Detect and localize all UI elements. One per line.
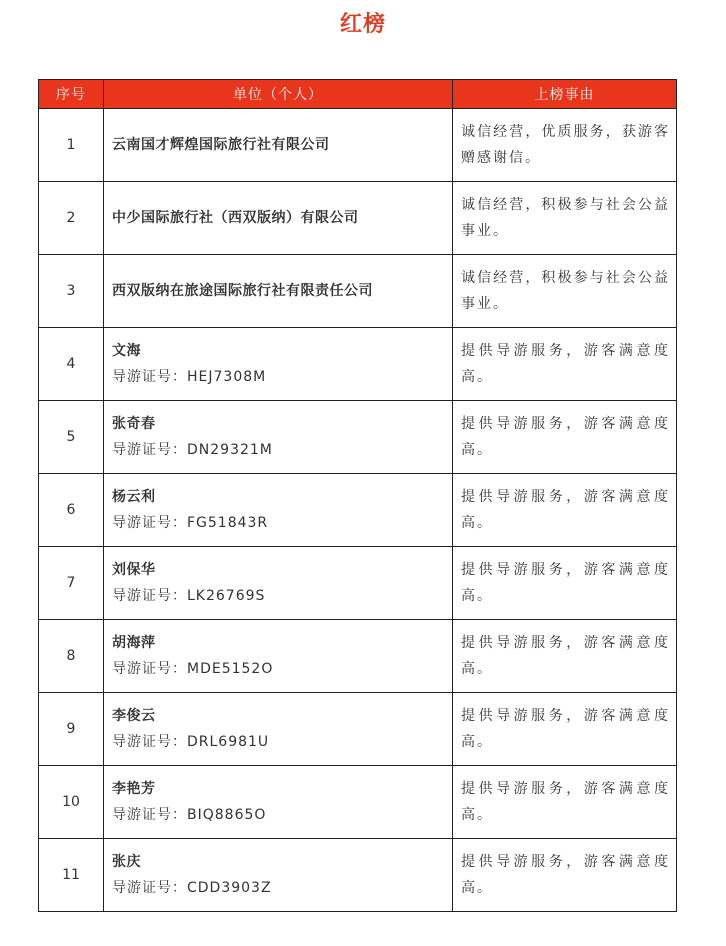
header-no: 序号 xyxy=(39,80,104,109)
row-number: 2 xyxy=(39,182,104,255)
table-row xyxy=(39,328,677,401)
guide-license-number: 导游证号：MDE5152O xyxy=(112,661,274,677)
unit-name: 中少国际旅行社（西双版纳）有限公司 xyxy=(112,210,359,226)
unit-name: 张奇春 xyxy=(112,416,156,432)
table-row xyxy=(39,474,677,547)
row-number: 11 xyxy=(39,839,104,912)
unit-cell xyxy=(104,766,453,839)
table-row xyxy=(39,839,677,912)
unit-name: 杨云利 xyxy=(112,489,156,505)
table-row xyxy=(39,620,677,693)
header-unit: 单位（个人） xyxy=(104,80,453,109)
unit-name: 西双版纳在旅途国际旅行社有限责任公司 xyxy=(112,283,373,299)
unit-name: 云南国才辉煌国际旅行社有限公司 xyxy=(112,137,330,153)
reason-cell: 提供导游服务，游客满意度高。 xyxy=(453,328,677,401)
unit-cell xyxy=(104,693,453,766)
row-number: 1 xyxy=(39,109,104,182)
row-number: 10 xyxy=(39,766,104,839)
table-row xyxy=(39,109,677,182)
guide-license-number: 导游证号：BIQ8865O xyxy=(112,807,267,823)
table-row xyxy=(39,693,677,766)
unit-cell xyxy=(104,474,453,547)
unit-name: 文海 xyxy=(112,343,141,359)
row-number: 7 xyxy=(39,547,104,620)
header-reason: 上榜事由 xyxy=(453,80,677,109)
table-row xyxy=(39,766,677,839)
reason-cell: 诚信经营，积极参与社会公益事业。 xyxy=(453,182,677,255)
guide-license-number: 导游证号：DN29321M xyxy=(112,442,273,458)
unit-cell xyxy=(104,620,453,693)
table-row xyxy=(39,182,677,255)
unit-cell xyxy=(104,547,453,620)
row-number: 6 xyxy=(39,474,104,547)
reason-cell: 诚信经营，优质服务，获游客赠感谢信。 xyxy=(453,109,677,182)
row-number: 3 xyxy=(39,255,104,328)
honor-roll-table xyxy=(38,79,677,912)
unit-cell xyxy=(104,328,453,401)
reason-cell: 提供导游服务，游客满意度高。 xyxy=(453,693,677,766)
reason-cell: 提供导游服务，游客满意度高。 xyxy=(453,547,677,620)
unit-name: 李俊云 xyxy=(112,708,156,724)
row-number: 8 xyxy=(39,620,104,693)
reason-cell: 提供导游服务，游客满意度高。 xyxy=(453,401,677,474)
reason-cell: 提供导游服务，游客满意度高。 xyxy=(453,474,677,547)
reason-cell: 提供导游服务，游客满意度高。 xyxy=(453,839,677,912)
table-row xyxy=(39,401,677,474)
page-title: 红榜 xyxy=(339,12,386,37)
unit-name: 胡海萍 xyxy=(112,635,156,651)
unit-cell xyxy=(104,255,453,328)
row-number: 9 xyxy=(39,693,104,766)
row-number: 5 xyxy=(39,401,104,474)
guide-license-number: 导游证号：CDD3903Z xyxy=(112,880,272,896)
unit-cell xyxy=(104,182,453,255)
guide-license-number: 导游证号：FG51843R xyxy=(112,515,269,531)
unit-cell xyxy=(104,401,453,474)
unit-name: 张庆 xyxy=(112,854,141,870)
unit-name: 刘保华 xyxy=(112,562,156,578)
table-header xyxy=(39,80,677,109)
guide-license-number: 导游证号：LK26769S xyxy=(112,588,266,604)
table-body xyxy=(39,109,677,912)
guide-license-number: 导游证号：DRL6981U xyxy=(112,734,270,750)
reason-cell: 提供导游服务，游客满意度高。 xyxy=(453,620,677,693)
guide-license-number: 导游证号：HEJ7308M xyxy=(112,369,267,385)
table-row xyxy=(39,255,677,328)
unit-cell xyxy=(104,109,453,182)
unit-cell xyxy=(104,839,453,912)
reason-cell: 诚信经营，积极参与社会公益事业。 xyxy=(453,255,677,328)
reason-cell: 提供导游服务，游客满意度高。 xyxy=(453,766,677,839)
table-row xyxy=(39,547,677,620)
unit-name: 李艳芳 xyxy=(112,781,156,797)
row-number: 4 xyxy=(39,328,104,401)
header-row xyxy=(39,80,677,109)
